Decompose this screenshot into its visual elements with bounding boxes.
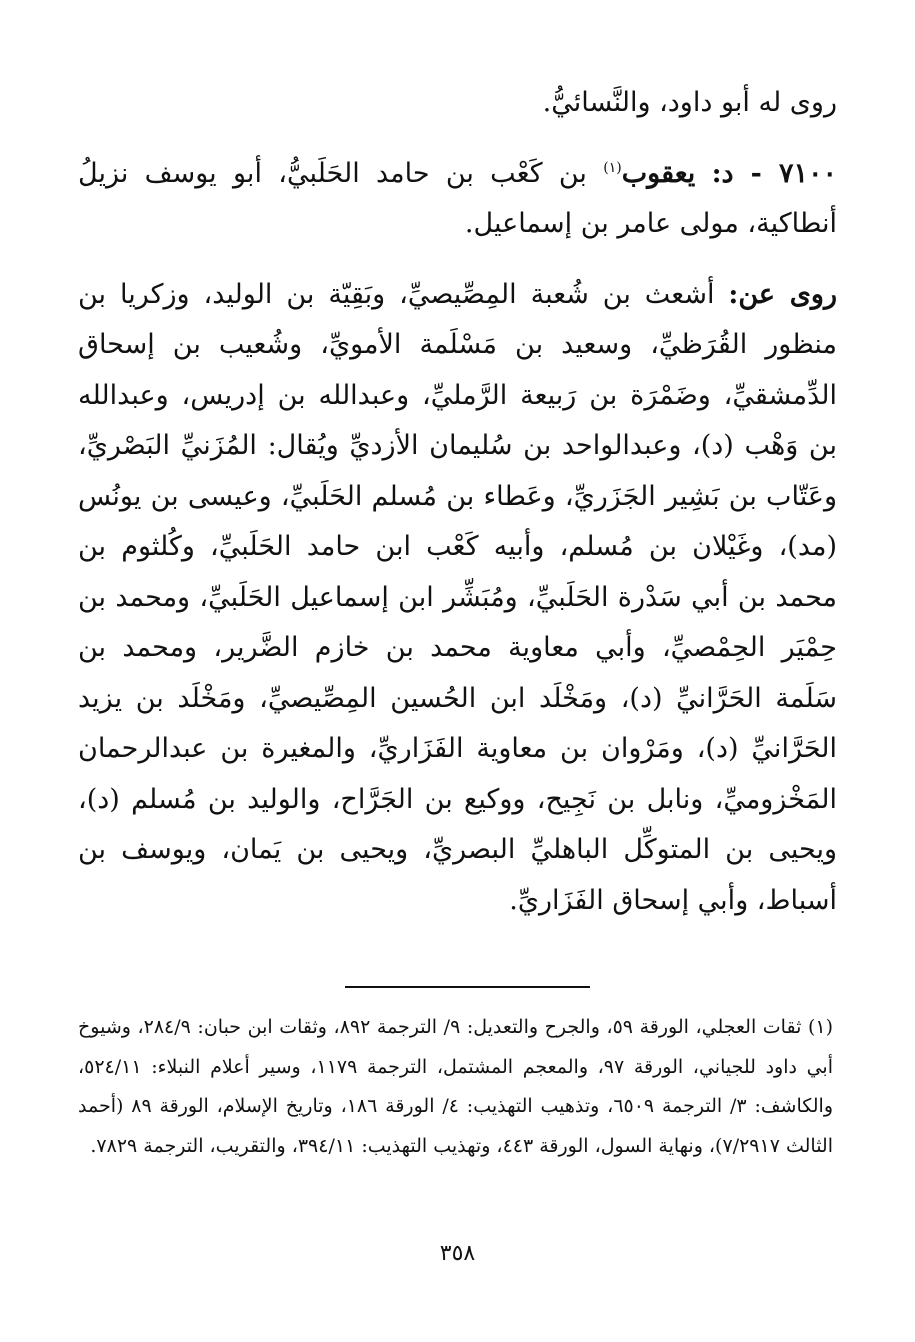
narrated-from-label: روى عن: (728, 278, 837, 310)
page-body (78, 78, 837, 926)
biography-entry (78, 149, 837, 250)
footnote-reference: (١) (603, 159, 622, 176)
entry-number: ٧١٠٠ - د: (711, 157, 837, 189)
narration-line: روى له أبو داود، والنَّسائيُّ. (542, 87, 837, 118)
entry-name: يعقوب (621, 157, 696, 189)
narrated-from-list: أشعث بن شُعبة المِصِّيصيِّ، وبَقِيّة بن الوليد، وزكريا بن منظور القُرَظيِّ، وسعيد بن مَسْلَمة الأمويِّ، وشُعيب بن إسحاق الدِّمشقيِّ، وضَمْرَة بن رَبيعة الرَّمليِّ، وعبدالله بن إدريس، وعبدالله بن وَهْب (د)، وعبدالواحد بن سُليمان الأزديِّ ويُقال: المُزَنيِّ البَصْريِّ، وعَتّاب بن بَشِير الجَزَريِّ، وعَطاء بن مُسلم الحَلَبيِّ، وعيسى بن يونُس (مد)، وغَيْلان بن مُسلم، وأبيه كَعْب ابن حامد الحَلَبيِّ، وكُلثوم بن محمد بن أبي سَدْرة الحَلَبيِّ، ومُبَشِّر ابن إسماعيل الحَلَبيِّ، ومحمد بن حِمْيَر الحِمْصيِّ، وأبي معاوية محمد بن خازم الضَّرير، ومحمد بن سَلَمة الحَرَّانيِّ (د)، ومَخْلَد ابن الحُسين المِصِّيصيِّ، ومَخْلَد بن يزيد الحَرَّانيِّ (د)، ومَرْوان بن معاوية الفَزَاريِّ، والمغيرة بن عبدالرحمان المَخْزوميِّ، ونابل بن نَجِيح، ووكيع بن الجَرَّاح، والوليد بن مُسلم (د)، ويحيى بن المتوكِّل الباهليِّ البصريِّ، ويحيى بن يَمان، ويوسف بن أسباط، وأبي إسحاق الفَزَاريِّ. (78, 278, 837, 916)
footnote: (١) ثقات العجلي، الورقة ٥٩، والجرح والتعديل: ٩/ الترجمة ٨٩٢، وثقات ابن حبان: ٢٨٤/٩، وشيوخ أبي داود للجياني، الورقة ٩٧، والمعجم المشتمل، الترجمة ١١٧٩، وسير أعلام النبلاء: ٥٢٤/١١، والكاشف: ٣/ الترجمة ٦٥٠٩، وتذهيب التهذيب: ٤/ الورقة ١٨٦، وتاريخ الإسلام، الورقة ٨٩ (أحمد الثالث ٧/٢٩١٧)، ونهاية السول، الورقة ٤٤٣، وتهذيب التهذيب: ٣٩٤/١١، والتقريب، الترجمة ٧٨٢٩. (78, 1016, 833, 1157)
entry-description: بن كَعْب بن حامد الحَلَبيُّ، أبو يوسف نزيلُ أنطاكية، مولى عامر بن إسماعيل. (78, 157, 837, 239)
narrated-from-paragraph (78, 270, 837, 927)
page-number: ٣٥٨ (439, 1241, 476, 1266)
footnote-divider (345, 986, 590, 988)
